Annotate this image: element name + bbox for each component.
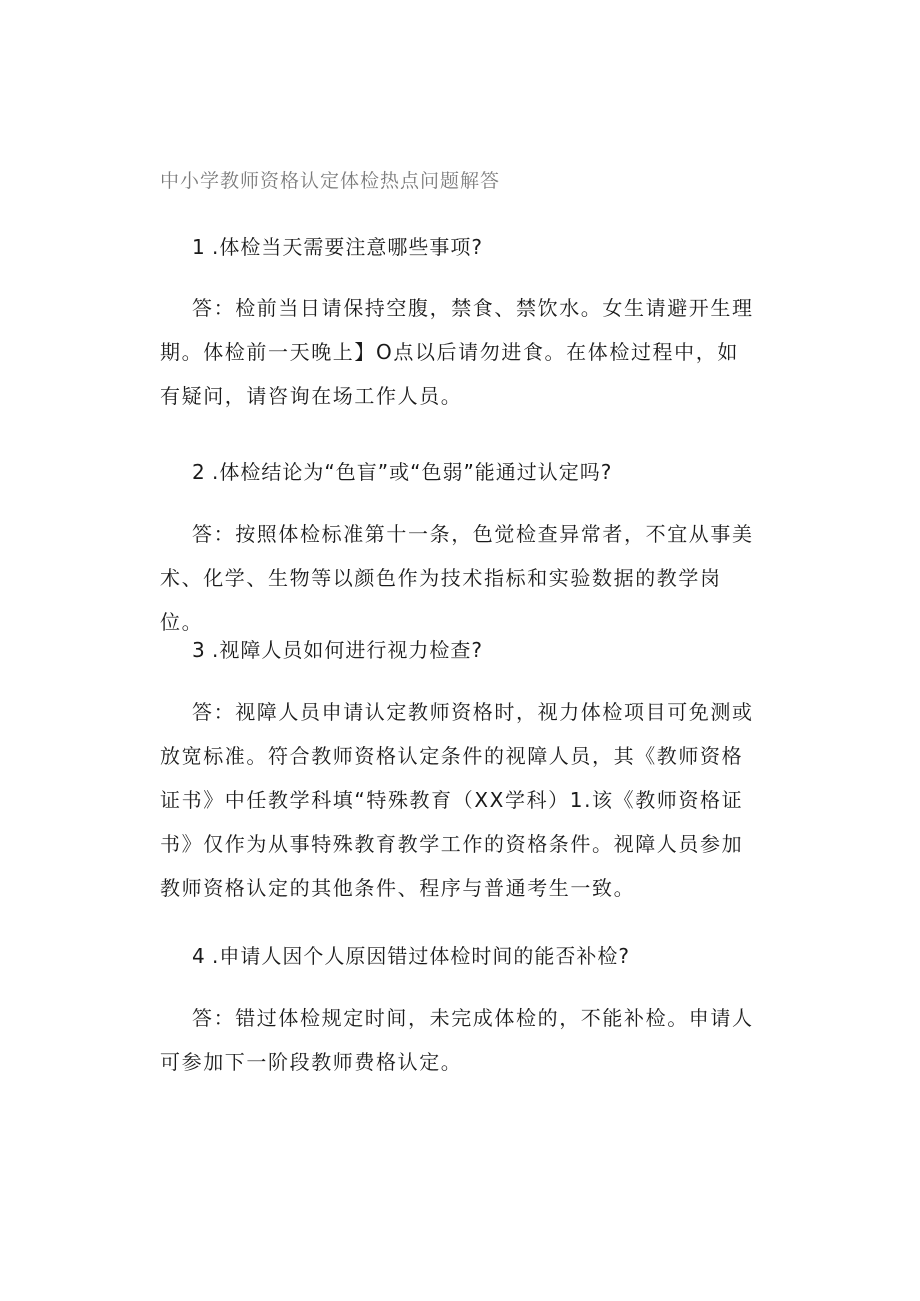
question-4 [192,940,630,969]
answer-4: 答：错过体检规定时间，未完成体检的，不能补检。申请人可参加下一阶段教师费格认定。 [160,1006,754,1074]
answer-2: 答：按照体检标准第十一条，色觉检查异常者，不宜从事美术、化学、生物等以颜色作为技术指标和实验数据的教学岗位。 [160,522,754,634]
question-text: .视障人员如何进行视力检查? [212,638,483,662]
question-number: 3 [192,638,206,662]
question-2 [192,456,612,485]
question-number: 4 [192,944,206,968]
question-text: .体检结论为“色盲”或“色弱”能通过认定吗? [212,460,613,484]
document-title: 中小学教师资格认定体检热点问题解答 [160,170,501,192]
question-number: 2 [192,460,206,484]
question-text: .体检当天需要注意哪些事项? [212,235,483,259]
question-number: 1 [192,235,206,259]
question-1 [192,231,483,260]
question-text: .申请人因个人原因错过体检时间的能否补检? [212,944,630,968]
answer-3: 答：视障人员申请认定教师资格时，视力体检项目可免测或放宽标准。符合教师资格认定条件的视障人员，其《教师资格证书》中任教学科填“特殊教育（XX学科）1.该《教师资格证书》仅作为从事特殊教育教学工作的资格条件。视障人员参加教师资格认定的其他条件、程序与普通考生一致。 [160,700,754,900]
question-3 [192,634,483,663]
answer-1: 答：检前当日请保持空腹，禁食、禁饮水。女生请避开生理期。体检前一天晚上】O点以后请勿进食。在体检过程中，如有疑问，请咨询在场工作人员。 [160,296,754,408]
